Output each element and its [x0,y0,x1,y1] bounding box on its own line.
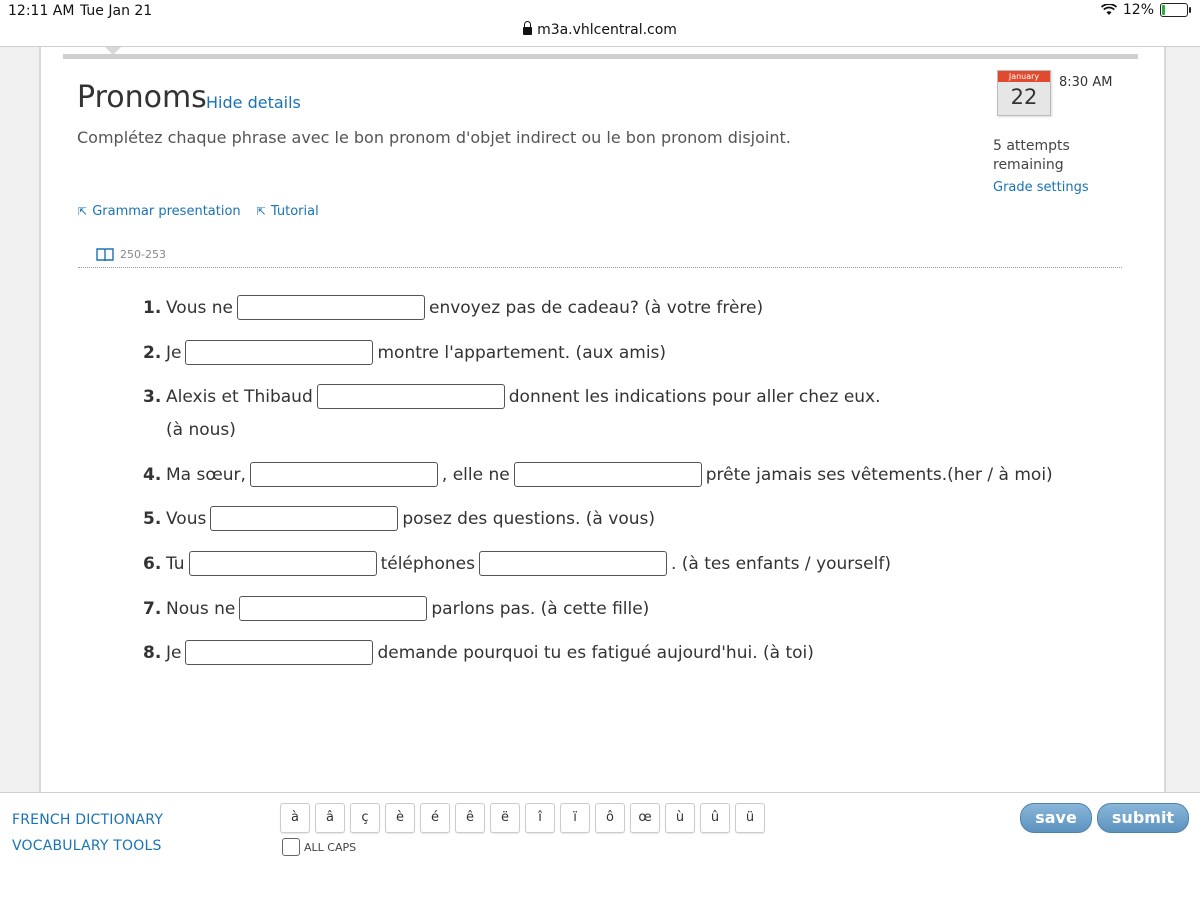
question-6: 6. Tu téléphones . (à tes enfants / yourself) [143,551,891,576]
question-3: 3. Alexis et Thibaud donnent les indications pour aller chez eux. [143,384,881,409]
status-time: 12:11 AM [8,3,75,19]
question-4: 4. Ma sœur, , elle ne prête jamais ses vêtements.(her / à moi) [143,462,1053,487]
hide-details-link[interactable]: Hide details [206,93,301,112]
answer-input[interactable] [317,384,505,409]
answer-input[interactable] [185,340,373,365]
status-bar [0,0,1200,22]
answer-input[interactable] [189,551,377,576]
battery-icon [1160,3,1188,17]
external-arrow-icon: ⇱ [78,205,88,218]
textbook-pages[interactable] [96,248,166,261]
accent-key[interactable]: ü [735,803,765,833]
url-text: m3a.vhlcentral.com [537,22,677,38]
accent-key[interactable]: â [315,803,345,833]
question-3-continuation: (à nous) [166,420,236,440]
french-dictionary-link[interactable]: FRENCH DICTIONARY [12,812,164,828]
battery-percent: 12% [1122,2,1154,18]
all-caps-checkbox[interactable] [282,838,300,856]
external-arrow-icon: ⇱ [256,205,266,218]
section-divider [78,267,1122,268]
accent-key[interactable]: é [420,803,450,833]
accent-key[interactable]: ê [455,803,485,833]
url-bar[interactable] [0,22,1200,46]
answer-input[interactable] [210,506,398,531]
accent-key[interactable]: à [280,803,310,833]
accent-key[interactable]: ù [665,803,695,833]
instructions: Complétez chaque phrase avec le bon pronom d'objet indirect ou le bon pronom disjoint. [77,128,791,147]
all-caps-toggle[interactable] [282,838,356,856]
answer-input[interactable] [250,462,438,487]
page-title: Pronoms [77,80,207,115]
accent-key[interactable]: û [700,803,730,833]
answer-input[interactable] [514,462,702,487]
resource-links [78,204,319,219]
progress-bar [63,54,1138,59]
answer-input[interactable] [239,596,427,621]
status-right [1101,2,1188,18]
due-month: January [998,71,1050,82]
save-button[interactable]: save [1020,803,1092,833]
due-day: 22 [1010,85,1038,109]
due-time: 8:30 AM [1059,75,1113,90]
grade-settings-link[interactable]: Grade settings [993,180,1089,195]
answer-input[interactable] [185,640,373,665]
accent-key[interactable]: è [385,803,415,833]
submit-button[interactable]: submit [1097,803,1189,833]
question-8: 8. Je demande pourquoi tu es fatigué aujourd'hui. (à toi) [143,640,814,665]
status-date: Tue Jan 21 [80,3,153,19]
grammar-presentation-link[interactable]: ⇱ Grammar presentation [78,204,241,219]
question-7: 7. Nous ne parlons pas. (à cette fille) [143,596,649,621]
accent-key[interactable]: î [525,803,555,833]
all-caps-label: ALL CAPS [304,840,357,854]
calendar-icon [997,70,1051,116]
question-2: 2. Je montre l'appartement. (aux amis) [143,340,666,365]
accent-key[interactable]: ô [595,803,625,833]
accent-key[interactable]: ï [560,803,590,833]
page-range: 250-253 [120,248,166,261]
answer-input[interactable] [479,551,667,576]
tutorial-link[interactable]: ⇱ Tutorial [256,204,319,219]
book-icon [96,248,114,261]
wifi-icon [1101,4,1117,16]
accent-key[interactable]: ë [490,803,520,833]
answer-input[interactable] [237,295,425,320]
accent-keyboard [280,803,765,833]
vocabulary-tools-link[interactable]: VOCABULARY TOOLS [12,838,162,854]
lock-icon [523,27,532,35]
accent-key[interactable]: œ [630,803,660,833]
question-1: 1. Vous ne envoyez pas de cadeau? (à votre frère) [143,295,763,320]
battery-fill [1162,5,1165,15]
attempts-remaining: 5 attempts remaining [993,138,1070,173]
accent-key[interactable]: ç [350,803,380,833]
question-5: 5. Vous posez des questions. (à vous) [143,506,655,531]
